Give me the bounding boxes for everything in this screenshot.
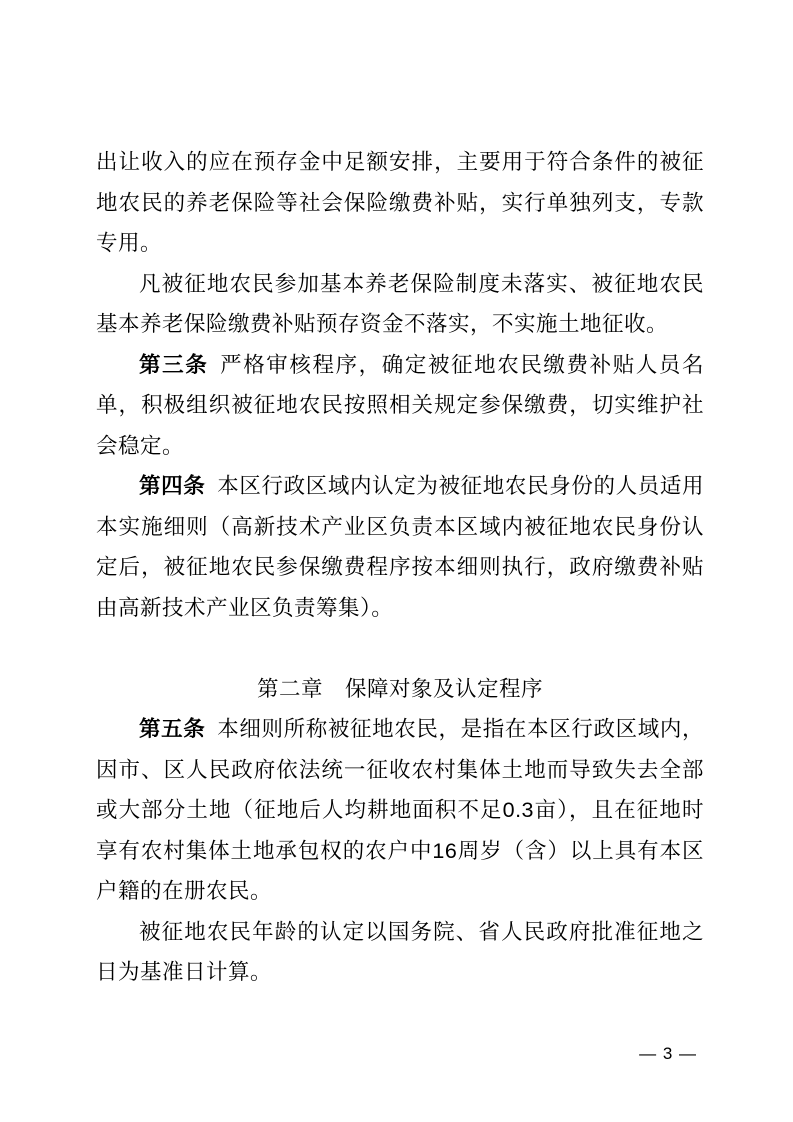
- body-paragraph-4: [96, 466, 704, 628]
- paragraph-text: 被征地农民年龄的认定以国务院、省人民政府批准征地之日为基准日计算。: [96, 919, 704, 984]
- body-paragraph-5: [96, 709, 704, 912]
- body-paragraph-3: [96, 345, 704, 467]
- article-number-3: 第三条: [139, 352, 209, 377]
- page-number: — 3 —: [639, 1044, 697, 1063]
- document-body: [96, 142, 704, 993]
- article-number-4: 第四条: [139, 474, 206, 498]
- paragraph-text: 凡被征地农民参加基本养老保险制度未落实、被征地农民基本养老保险缴费补贴预存资金不落实，不实施土地征收。: [96, 271, 704, 336]
- body-paragraph-2: [96, 264, 704, 345]
- article-number-5: 第五条: [139, 717, 206, 741]
- chapter-heading: 第二章 保障对象及认定程序: [256, 676, 543, 701]
- paragraph-text: 本细则所称被征地农民，是指在本区行政区域内，因市、区人民政府依法统一征收农村集体土地而导致失去全部或大部分土地（征地后人均耕地面积不足0.3亩），且在征地时享有农村集体土地承包权的农户中16周岁（含）以上具有本区户籍的在册农民。: [96, 717, 704, 903]
- body-paragraph-1: [96, 142, 704, 264]
- paragraph-text: 本区行政区域内认定为被征地农民身份的人员适用本实施细则（高新技术产业区负责本区域内被征地农民身份认定后，被征地农民参保缴费程序按本细则执行，政府缴费补贴由高新技术产业区负责筹集）。: [96, 474, 704, 620]
- body-paragraph-6: [96, 912, 704, 993]
- paragraph-text: 出让收入的应在预存金中足额安排，主要用于符合条件的被征地农民的养老保险等社会保险缴费补贴，实行单独列支，专款专用。: [96, 150, 704, 255]
- paragraph-text: 严格审核程序，确定被征地农民缴费补贴人员名单，积极组织被征地农民按照相关规定参保缴费，切实维护社会稳定。: [96, 352, 704, 458]
